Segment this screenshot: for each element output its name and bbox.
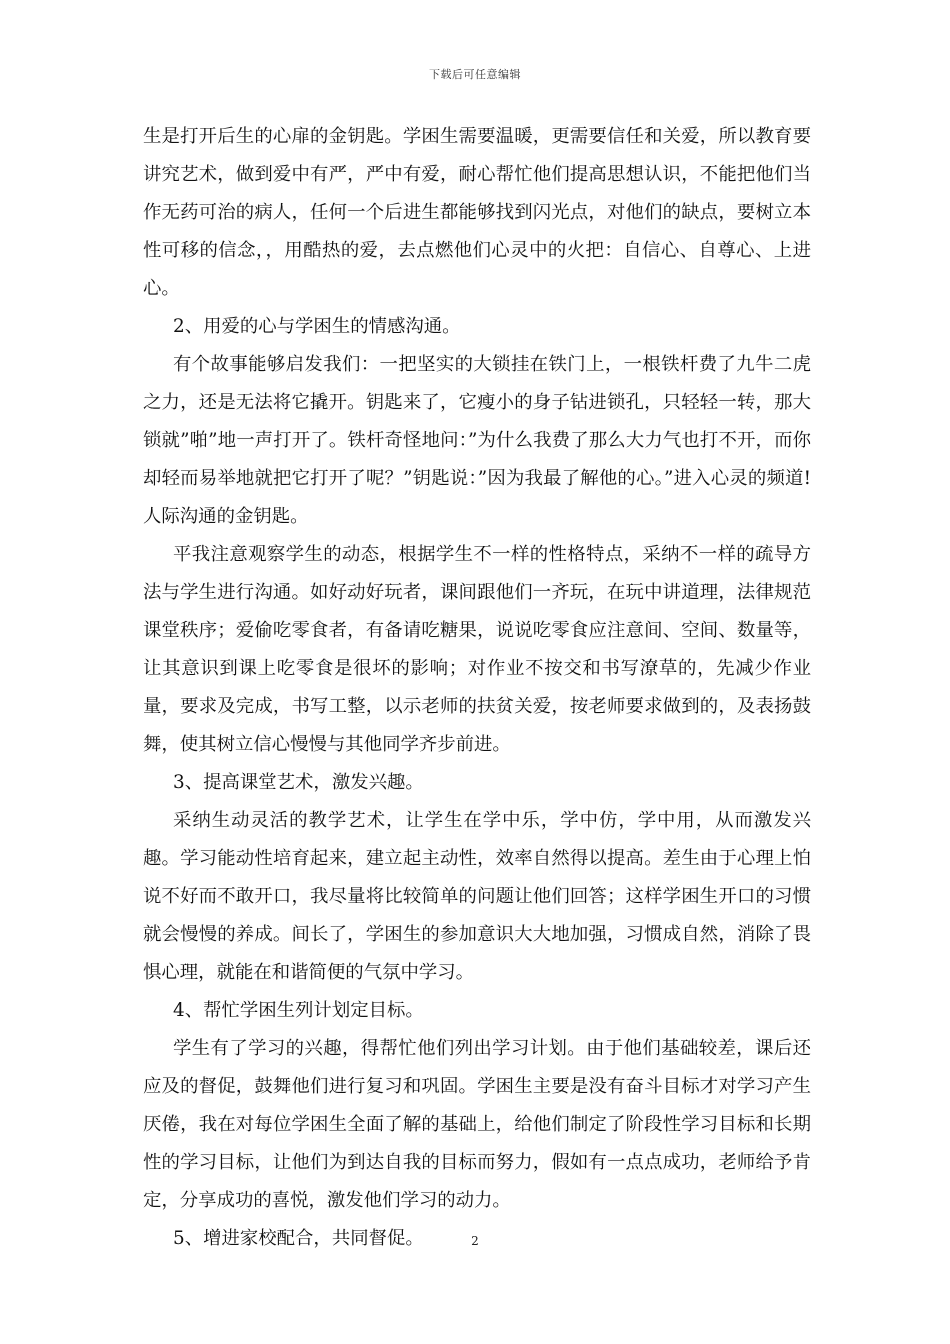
page-number: 2	[471, 1234, 479, 1248]
paragraph-observation: 平我注意观察学生的动态，根据学生不一样的性格特点，采纳不一样的疏导方法与学生进行沟通。如好动好玩者，课间跟他们一齐玩，在玩中讲道理，法律规范课堂秩序；爱偷吃零食者，有备请吃糖果，说说吃零食应注意间、空间、数量等，让其意识到课上吃零食是很坏的影响；对作业不按交和书写潦草的，先减少作业量，要求及完成，书写工整，以示老师的扶贫关爱，按老师要求做到的，及表扬鼓舞，使其树立信心慢慢与其他同学齐步前进。	[143, 544, 811, 755]
paragraph-study-plan: 学生有了学习的兴趣，得帮忙他们列出学习计划。由于他们基础较差，课后还应及的督促，鼓舞他们进行复习和巩固。学困生主要是没有奋斗目标才对学习产生厌倦，我在对每位学困生全面了解的基础上，给他们制定了阶段性学习目标和长期性的学习目标，让他们为到达自我的目标而努力，假如有一点点成功，老师给予肯定，分享成功的喜悦，激发他们学习的动力。	[143, 1038, 811, 1211]
section-heading-3: 3、提高课堂艺术，激发兴趣。	[173, 772, 424, 793]
page-header: 下载后可任意编辑	[429, 68, 521, 81]
paragraph-key-story: 有个故事能够启发我们：一把坚实的大锁挂在铁门上，一根铁杆费了九牛二虎之力，还是无法将它撬开。钥匙来了，它瘦小的身子钻进锁孔，只轻轻一转，那大锁就”啪”地一声打开了。铁杆奇怪地问：”为什么我费了那么大力气也打不开，而你却轻而易举地就把它打开了呢？”钥匙说：”因为我最了解他的心。”进入心灵的频道!人际沟通的金钥匙。	[143, 354, 811, 527]
paragraph-teaching-art: 采纳生动灵活的教学艺术，让学生在学中乐，学中仿，学中用，从而激发兴趣。学习能动性培育起来，建立起主动性，效率自然得以提高。差生由于心理上怕说不好而不敢开口，我尽量将比较简单的问题让他们回答；这样学困生开口的习惯就会慢慢的养成。间长了，学困生的参加意识大大地加强，习惯成自然，消除了畏惧心理，就能在和谐简便的气氛中学习。	[143, 810, 811, 983]
section-heading-2: 2、用爱的心与学困生的情感沟通。	[173, 316, 461, 337]
document-body	[143, 118, 811, 1258]
section-heading-5: 5、增进家校配合，共同督促。	[173, 1228, 424, 1249]
section-heading-4: 4、帮忙学困生列计划定目标。	[173, 1000, 424, 1021]
paragraph-continued-intro: 生是打开后生的心扉的金钥匙。学困生需要温暖，更需要信任和关爱，所以教育要讲究艺术，做到爱中有严，严中有爱，耐心帮忙他们提高思想认识，不能把他们当作无药可治的病人，任何一个后进生都能够找到闪光点，对他们的缺点，要树立本性可移的信念，，用酷热的爱，去点燃他们心灵中的火把：自信心、自尊心、上进心。	[143, 126, 811, 299]
